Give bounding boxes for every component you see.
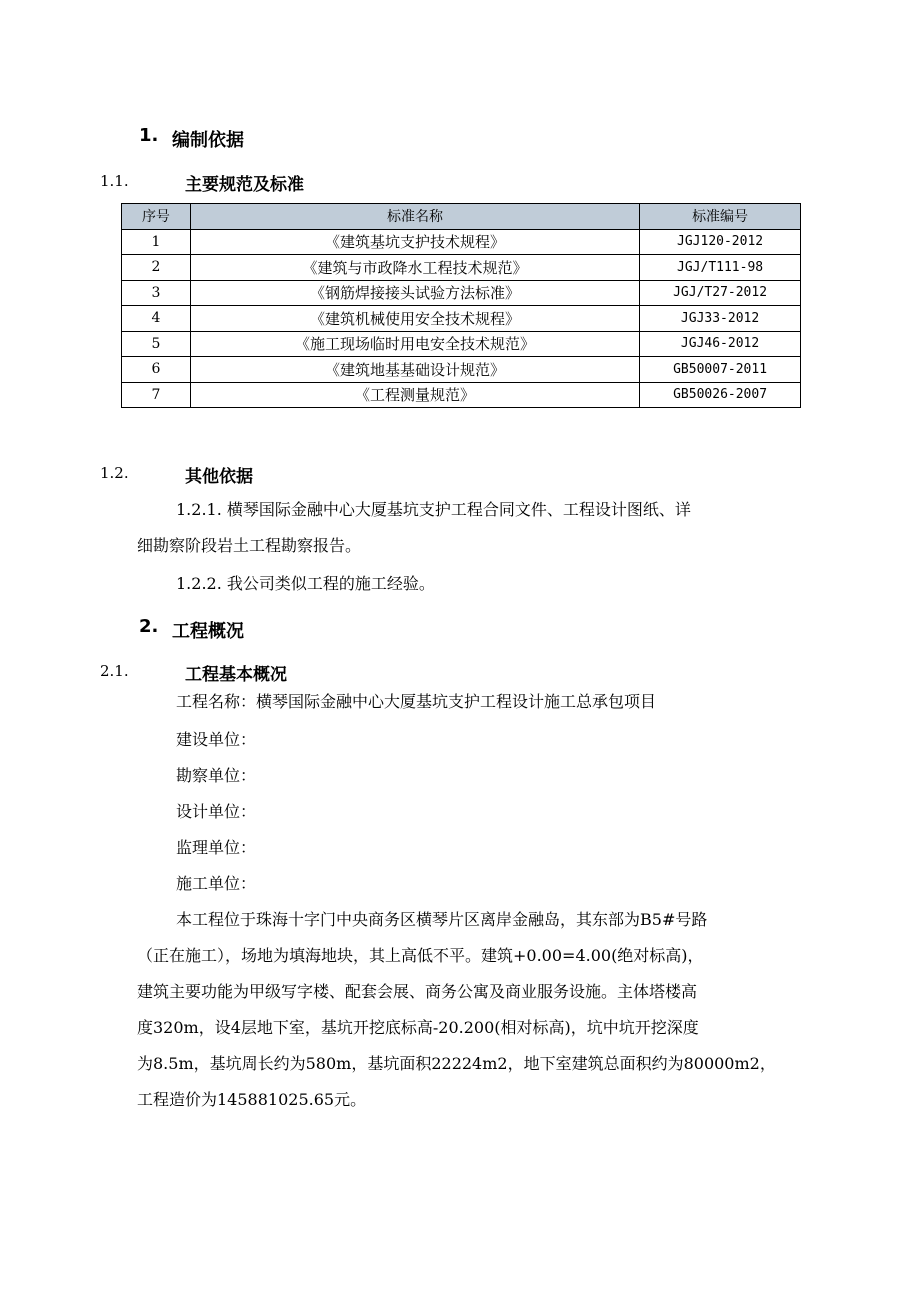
subsection-1-1-title: 主要规范及标准 (185, 175, 304, 195)
owner-unit: 建设单位： (176, 730, 257, 749)
section-2-number: 2. (139, 616, 159, 637)
survey-unit: 勘察单位： (176, 766, 257, 785)
item-1-2-2: 1.2.2. 我公司类似工程的施工经验。 (176, 574, 435, 593)
subsection-1-1-number: 1.1. (100, 172, 129, 190)
description-line-1: 本工程位于珠海十字门中央商务区横琴片区离岸金融岛，其东部为B5#号路 (176, 910, 708, 929)
row-standard-name: 《钢筋焊接接头试验方法标准》 (190, 280, 639, 306)
design-unit: 设计单位： (176, 802, 257, 821)
row-standard-name: 《建筑基坑支护技术规程》 (190, 229, 639, 255)
table-row (122, 255, 801, 281)
header-standard-code: 标准编号 (640, 204, 801, 230)
row-standard-name: 《建筑与市政降水工程技术规范》 (190, 255, 639, 281)
construction-unit: 施工单位： (176, 874, 257, 893)
subsection-1-2-title: 其他依据 (185, 467, 253, 487)
row-index: 6 (122, 357, 191, 383)
row-standard-code: JGJ33-2012 (640, 306, 801, 332)
description-line-5: 为8.5m，基坑周长约为580m，基坑面积22224m2，地下室建筑总面积约为80000m2， (137, 1054, 776, 1073)
row-standard-code: JGJ46-2012 (640, 331, 801, 357)
table-header-row (122, 204, 801, 230)
section-1-number: 1. (139, 125, 159, 146)
header-standard-name: 标准名称 (190, 204, 639, 230)
row-standard-code: JGJ/T27-2012 (640, 280, 801, 306)
table-row (122, 357, 801, 383)
row-index: 2 (122, 255, 191, 281)
row-index: 3 (122, 280, 191, 306)
row-index: 4 (122, 306, 191, 332)
description-line-6: 工程造价为145881025.65元。 (137, 1090, 367, 1109)
subsection-2-1-number: 2.1. (100, 662, 129, 680)
section-1-title: 编制依据 (172, 130, 244, 151)
section-2-title: 工程概况 (172, 621, 244, 642)
description-line-3: 建筑主要功能为甲级写字楼、配套会展、商务公寓及商业服务设施。主体塔楼高 (137, 982, 698, 1001)
row-standard-name: 《建筑机械使用安全技术规程》 (190, 306, 639, 332)
standards-table (121, 203, 801, 408)
row-standard-name: 《施工现场临时用电安全技术规范》 (190, 331, 639, 357)
project-name: 工程名称：横琴国际金融中心大厦基坑支护工程设计施工总承包项目 (176, 692, 657, 711)
subsection-1-2-number: 1.2. (100, 464, 129, 482)
row-standard-name: 《工程测量规范》 (190, 382, 639, 408)
header-index: 序号 (122, 204, 191, 230)
row-standard-code: JGJ120-2012 (640, 229, 801, 255)
row-standard-code: GB50007-2011 (640, 357, 801, 383)
row-index: 5 (122, 331, 191, 357)
row-standard-name: 《建筑地基基础设计规范》 (190, 357, 639, 383)
row-standard-code: JGJ/T111-98 (640, 255, 801, 281)
table-row (122, 280, 801, 306)
row-index: 7 (122, 382, 191, 408)
description-line-4: 度320m，设4层地下室，基坑开挖底标高-20.200(相对标高)，坑中坑开挖深度 (137, 1018, 699, 1037)
table-row (122, 331, 801, 357)
item-1-2-1-line1: 1.2.1. 横琴国际金融中心大厦基坑支护工程合同文件、工程设计图纸、详 (176, 500, 691, 519)
item-1-2-1-line2: 细勘察阶段岩土工程勘察报告。 (137, 536, 362, 555)
table-row (122, 382, 801, 408)
description-line-2: （正在施工），场地为填海地块，其上高低不平。建筑+0.00=4.00(绝对标高)， (137, 946, 704, 965)
row-standard-code: GB50026-2007 (640, 382, 801, 408)
table-row (122, 306, 801, 332)
subsection-2-1-title: 工程基本概况 (185, 665, 287, 685)
row-index: 1 (122, 229, 191, 255)
table-row (122, 229, 801, 255)
supervision-unit: 监理单位： (176, 838, 257, 857)
